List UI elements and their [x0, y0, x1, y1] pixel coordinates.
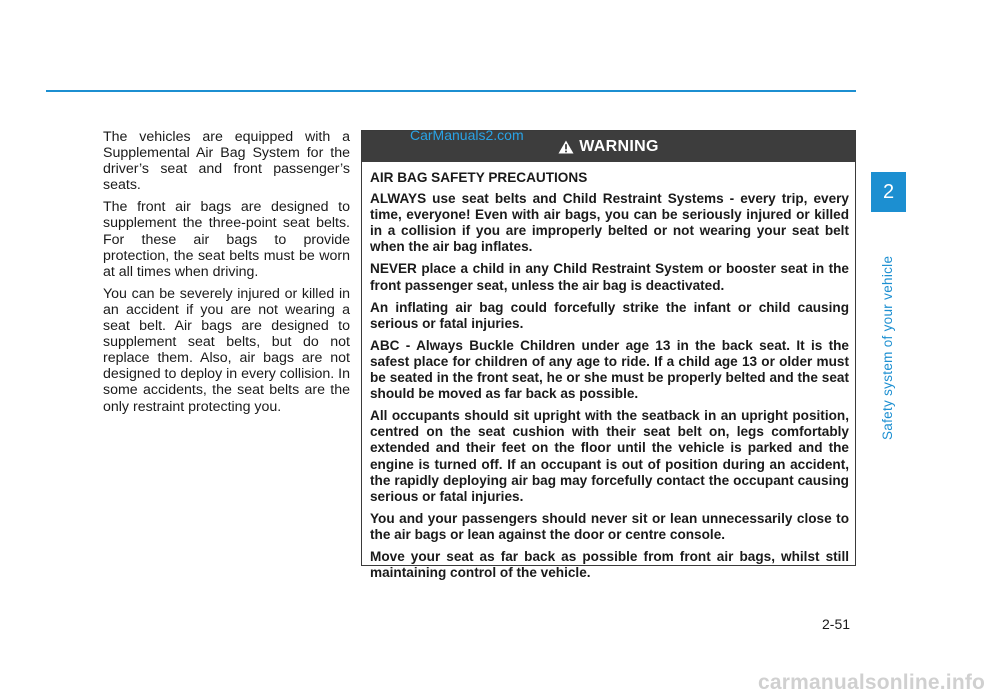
- warning-header-label: WARNING: [579, 137, 659, 155]
- warning-triangle-icon: [558, 140, 574, 154]
- page-number: 2-51: [822, 616, 851, 632]
- seatbelt-paragraph: You can be severely injured or killed in an accident if you are not wearing a seat belt. Air bags are designed to supplement seat belts, but do not replace them. Also, air bags are not designed to deploy in every collision. In some accidents, the seat belts are the only restraint protecting you.: [103, 285, 350, 415]
- chapter-title: Safety system of your vehicle: [880, 255, 895, 440]
- warning-paragraph: Move your seat as far back as possible from front air bags, whilst still maintaining control of the vehicle.: [370, 548, 849, 581]
- warning-body: [362, 162, 855, 581]
- warning-paragraph: NEVER place a child in any Child Restraint System or booster seat in the front passenger seat, unless the air bag is deactivated.: [370, 261, 849, 293]
- warning-paragraph: All occupants should sit upright with the seatback in an upright position, centred on the seat cushion with their seat belt on, legs comfortably extended and their feet on the floor until the vehicle is parked and the engine is turned off. If an occupant is out of position during an accident, the rapidly deploying air bag may forcefully contact the occupant causing serious or fatal injuries.: [370, 408, 849, 504]
- warning-box: [361, 130, 856, 581]
- watermark-top: CarManuals2.com: [410, 127, 524, 143]
- warning-paragraph: ABC - Always Buckle Children under age 13 in the back seat. It is the safest place for children of any age to ride. If a child age 13 or older must be seated in the front seat, he or she must be properly belted and the seat should be moved as far back as possible.: [370, 337, 849, 402]
- front-airbag-paragraph: The front air bags are designed to supplement the three-point seat belts. For these air bags to provide protection, the seat belts must be worn at all times when driving.: [103, 199, 350, 280]
- warning-paragraph: You and your passengers should never sit or lean unnecessarily close to the air bags or lean against the door or centre console.: [370, 510, 849, 542]
- watermark-bottom: carmanualsonline.info: [758, 671, 985, 694]
- warning-paragraph: ALWAYS use seat belts and Child Restraint Systems - every trip, every time, everyone! Even with air bags, you can be seriously injured or killed in a collision if you are improperly belted or not wearing your seat belt when the air bag inflates.: [370, 191, 849, 255]
- header-rule: [46, 90, 856, 92]
- body-text-column: [103, 129, 350, 421]
- chapter-tab: 2: [871, 172, 906, 212]
- warning-title: AIR BAG SAFETY PRECAUTIONS: [370, 170, 588, 185]
- intro-paragraph: The vehicles are equipped with a Supplemental Air Bag System for the driver’s seat and front passenger’s seats.: [103, 129, 350, 194]
- warning-paragraph: An inflating air bag could forcefully strike the infant or child causing serious or fatal injuries.: [370, 299, 849, 331]
